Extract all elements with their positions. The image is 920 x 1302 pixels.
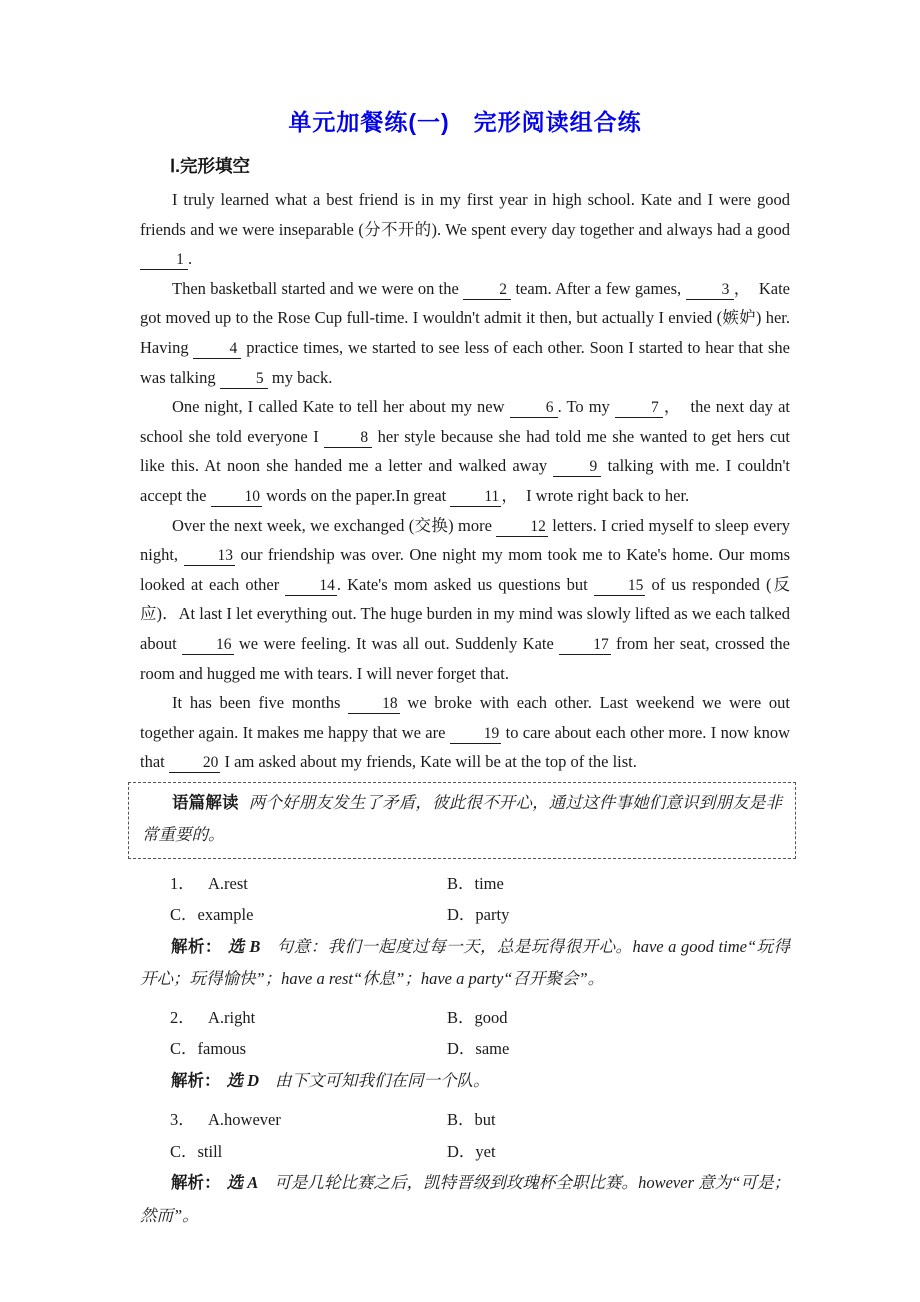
questions bbox=[140, 868, 790, 1232]
cloze-blank-12: 12 bbox=[496, 518, 548, 537]
option-row bbox=[140, 899, 790, 931]
analysis-paragraph bbox=[142, 787, 782, 850]
passage-paragraph-3: One night, I called Kate to tell her about my new 6 . To my 7 ， the next day at school she told everyone I 8 her style because she had told me she wanted to get hers cut like this. At noon she handed me a letter and walked away 9 talking with me. I couldn't accept the 10 words on the paper.In great 11 ， I wrote right back to her. bbox=[140, 397, 791, 505]
explanation-label: 解析： bbox=[171, 1174, 221, 1193]
cloze-blank-3: 3 bbox=[686, 281, 734, 300]
cloze-blank-5: 5 bbox=[220, 370, 268, 389]
page-title: 单元加餐练(一) 完形阅读组合练 bbox=[288, 109, 642, 135]
option-row bbox=[140, 868, 790, 900]
option-row bbox=[140, 1002, 790, 1034]
option-row bbox=[140, 1033, 790, 1065]
question-1 bbox=[140, 868, 790, 995]
question-3 bbox=[140, 1104, 790, 1231]
option-d: D．yet bbox=[447, 1141, 496, 1161]
passage-analysis-box bbox=[128, 782, 796, 859]
option-a: 3． A.however bbox=[170, 1104, 447, 1136]
cloze-blank-15: 15 bbox=[594, 577, 646, 596]
passage-paragraph-5: It has been five months 18 we broke with each other. Last weekend we were out together again. It makes me happy that we are 19 to care about each other more. I now know that 20 I am asked about my friends, Kate will be at the top of the list. bbox=[140, 693, 790, 772]
option-d: D．same bbox=[447, 1039, 510, 1059]
cloze-blank-13: 13 bbox=[184, 547, 236, 566]
cloze-blank-4: 4 bbox=[193, 340, 241, 359]
passage-paragraph-4: Over the next week, we exchanged (交换) more 12 letters. I cried myself to sleep every night, 13 our friendship was over. One night my mom took me to Kate's home. Our moms looked at each other 14 . Kate's mom asked us questions but 15 of us responded (反应)．At last I let everything out. The huge burden in my mind was slowly lifted as we each talked about 16 we were feeling. It was all out. Suddenly Kate 17 from her seat, crossed the room and hugged me with tears. I will never forget that. bbox=[140, 515, 791, 683]
option-row bbox=[140, 1136, 790, 1168]
question-number: 2． bbox=[170, 1007, 195, 1027]
cloze-blank-19: 19 bbox=[450, 725, 502, 744]
cloze-blank-6: 6 bbox=[510, 399, 558, 418]
cloze-blank-1: 1 bbox=[140, 251, 188, 270]
cloze-blank-7: 7 bbox=[615, 399, 663, 418]
explanation bbox=[140, 1167, 790, 1231]
analysis-text: 两个好朋友发生了矛盾，彼此很不开心，通过这件事她们意识到朋友是非常重要的。 bbox=[142, 792, 783, 844]
cloze-blank-16: 16 bbox=[182, 636, 234, 655]
option-b: B．good bbox=[447, 1007, 508, 1027]
passage bbox=[140, 185, 790, 777]
cloze-blank-20: 20 bbox=[169, 754, 221, 773]
cloze-blank-10: 10 bbox=[211, 488, 263, 507]
cloze-blank-11: 11 bbox=[450, 488, 501, 507]
explanation-label: 解析： bbox=[171, 937, 222, 956]
option-a: 1． A.rest bbox=[170, 868, 447, 900]
option-b: B．but bbox=[447, 1110, 496, 1130]
option-row bbox=[140, 1104, 790, 1136]
cloze-blank-14: 14 bbox=[285, 577, 337, 596]
answer-choice: 选 B bbox=[227, 936, 261, 956]
option-c: C．example bbox=[170, 905, 254, 925]
option-d: D．party bbox=[447, 905, 510, 925]
question-2 bbox=[140, 1002, 790, 1098]
explanation-text: 可是几轮比赛之后，凯特晋级到玫瑰杯全职比赛。however 意为“可是；然而”。 bbox=[140, 1173, 790, 1225]
explanation-text: 由下文可知我们在同一个队。 bbox=[275, 1070, 490, 1090]
analysis-label: 语篇解读 bbox=[172, 793, 239, 812]
cloze-blank-18: 18 bbox=[348, 695, 400, 714]
option-b: B．time bbox=[447, 873, 504, 893]
explanation-text: 句意：我们一起度过每一天，总是玩得很开心。have a good time“玩得开心；玩得愉快”；have a rest“休息”；have a party“召开聚会”。 bbox=[140, 936, 790, 989]
cloze-blank-2: 2 bbox=[463, 281, 511, 300]
explanation bbox=[140, 1065, 790, 1098]
option-a: 2． A.right bbox=[170, 1002, 447, 1034]
cloze-blank-8: 8 bbox=[324, 429, 372, 448]
option-c: C．famous bbox=[170, 1039, 247, 1059]
explanation-label: 解析： bbox=[171, 1071, 221, 1090]
section-heading: Ⅰ.完形填空 bbox=[170, 156, 251, 176]
explanation bbox=[140, 931, 790, 995]
answer-choice: 选 A bbox=[226, 1173, 259, 1193]
question-number: 3． bbox=[170, 1110, 195, 1130]
option-c: C．still bbox=[170, 1141, 223, 1161]
answer-choice: 选 D bbox=[226, 1070, 260, 1090]
passage-paragraph-2: Then basketball started and we were on the 2 team. After a few games, 3 ， Kate got moved up to the Rose Cup full-time. I wouldn't admit it then, but actually I envied (嫉妒) her. Having 4 practice times, we started to see less of each other. Soon I started to hear that she was talking 5 my back. bbox=[140, 278, 791, 387]
passage-paragraph-1: I truly learned what a best friend is in my first year in high school. Kate and I were good friends and we were inseparable (分不开的). We spent every day together and always had a good 1 . bbox=[140, 190, 790, 269]
cloze-blank-17: 17 bbox=[559, 636, 611, 655]
cloze-blank-9: 9 bbox=[553, 458, 601, 477]
question-number: 1． bbox=[170, 873, 195, 893]
